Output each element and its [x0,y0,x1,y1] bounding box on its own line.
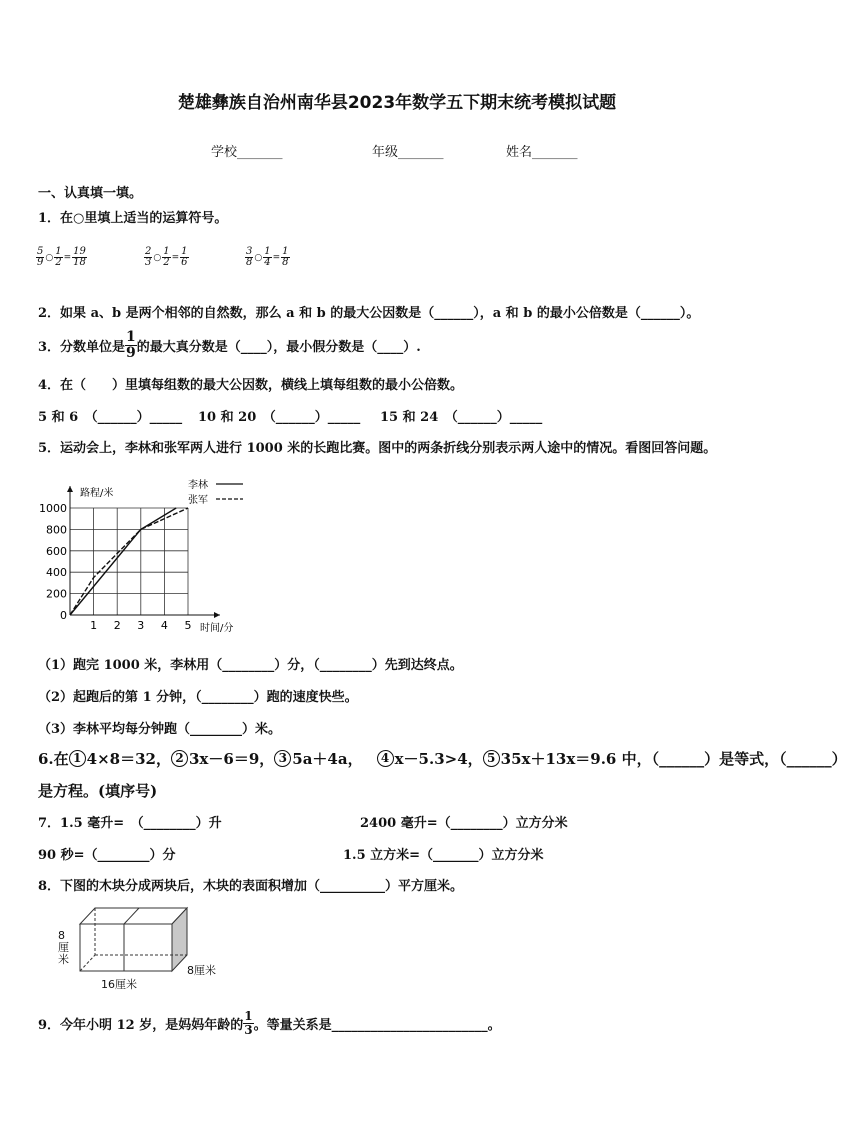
page-title: 楚雄彝族自治州南华县2023年数学五下期末统考模拟试题 [177,93,617,113]
school-field: 学校_______ [211,145,283,160]
block-top-face [80,908,187,924]
expression-1 [36,247,87,268]
question-4: 4．在（ ）里填每组数的最大公因数，横线上填每组数的最小公倍数。 [38,378,464,393]
q4-pair-1: 5 和 6 （______）_____ [38,410,183,425]
wood-block-figure [75,902,195,974]
operator-circle: ○ [45,252,54,263]
equals-sign: = [63,252,72,263]
q7-a: 7．1.5 毫升= （________）升 [38,816,222,831]
q3-prefix: 3．分数单位是 [38,339,126,355]
fraction: $\frac{1}{4}$ [264,246,271,268]
equals-sign: = [272,252,281,263]
legend-label: 张军 [188,495,208,506]
fraction: $\frac{3}{8}$ [246,246,253,268]
question-6 [38,748,847,769]
block-front-face [80,924,172,971]
y-axis-arrow [67,486,73,492]
grade-field: 年级_______ [372,145,444,160]
name-field: 姓名_______ [506,145,578,160]
question-3 [38,330,421,360]
question-5: 5．运动会上，李林和张军两人进行 1000 米的长跑比赛。图中的两条折线分别表示两人途中的情况。看图回答问题。 [38,441,717,456]
q4-pair-2: 10 和 20 （______）_____ [198,410,361,425]
line-chart [38,472,260,640]
q5-sub-3: （3）李林平均每分钟跑（________）米。 [38,722,282,737]
fraction: 1 9 [126,329,136,361]
fraction: 1 3 [244,1009,253,1037]
x-tick-label: 1 [90,619,98,632]
q6-line-2: 是方程。(填序号) [38,782,158,800]
question-1: 1．在○里填上适当的运算符号。 [38,211,228,226]
legend-label: 李林 [188,480,208,491]
circled-number: 3 [274,750,291,767]
operator-circle: ○ [254,252,263,263]
depth-label: 8厘米 [187,964,216,977]
q7-d: 1.5 立方米=（_______）立方分米 [343,848,544,863]
chart-grid [70,508,188,615]
q5-sub-1: （1）跑完 1000 米，李林用（________）分，（________）先到达终点。 [38,658,463,673]
expression-2 [144,247,189,268]
q6-item: 35x＋13x＝9.6 中，（______）是等式，（______） [500,750,847,768]
circled-number: 4 [377,750,394,767]
q7-b: 2400 毫升=（________）立方分米 [360,816,568,831]
y-axis-label: 路程/米 [80,488,114,499]
y-tick-label: 200 [46,587,67,601]
circled-number: 2 [171,750,188,767]
q4-pair-3: 15 和 24 （______）_____ [380,410,543,425]
equals-sign: = [171,252,180,263]
length-label: 16厘米 [101,978,137,991]
fraction: $\frac{1}{6}$ [181,246,188,268]
q3-suffix: 的最大真分数是（____），最小假分数是（____）. [136,339,421,355]
section-heading: 一、认真填一填。 [38,186,143,201]
chart-series [70,508,188,615]
y-tick-label: 800 [46,523,67,537]
x-axis-label: 时间/分 [200,623,234,634]
question-2: 2．如果 a、b 是两个相邻的自然数，那么 a 和 b 的最大公因数是（______），a 和 b 的最小公倍数是（______）。 [38,306,700,321]
x-tick-label: 4 [160,619,168,632]
q5-sub-2: （2）起跑后的第 1 分钟，（________）跑的速度快些。 [38,690,358,705]
q6-item: x－5.3>4， [394,750,483,768]
question-8: 8．下图的木块分成两块后，木块的表面积增加（__________）平方厘米。 [38,879,464,894]
expression-3 [245,247,290,268]
fraction: $\frac{1}{2}$ [55,246,62,268]
q7-c: 90 秒=（________）分 [38,848,176,863]
x-tick-label: 5 [184,619,192,632]
fraction: $\frac{1}{8}$ [282,246,289,268]
q6-item: 3x－6＝9， [189,750,275,768]
y-tick-label: 0 [60,609,67,622]
q6-prefix: 6.在 [38,750,69,768]
fraction: $\frac{5}{9}$ [37,246,44,268]
q6-item: 4×8＝32， [86,750,171,768]
circled-number: 1 [69,750,86,767]
question-9 [38,1010,501,1036]
fraction: $\frac{19}{18}$ [73,246,86,268]
circled-number: 5 [483,750,500,767]
x-tick-label: 2 [113,619,121,632]
height-label: 8 厘 米 [58,929,69,967]
chart-ticks [39,502,192,632]
x-axis-arrow [214,612,220,618]
y-tick-label: 1000 [39,502,67,515]
fraction: $\frac{2}{3}$ [145,246,152,268]
q9-suffix: 。等量关系是________________________。 [253,1017,501,1033]
operator-circle: ○ [153,252,162,263]
series-line-lilin [70,508,176,615]
q9-prefix: 9．今年小明 12 岁，是妈妈年龄的 [38,1017,244,1033]
chart-legend [188,478,243,506]
fraction: $\frac{1}{2}$ [163,246,170,268]
q6-item: 5a＋4a， [292,750,363,768]
x-tick-label: 3 [137,619,145,632]
series-line-zhangjun [70,508,188,615]
y-tick-label: 400 [46,566,67,580]
y-tick-label: 600 [46,544,67,558]
